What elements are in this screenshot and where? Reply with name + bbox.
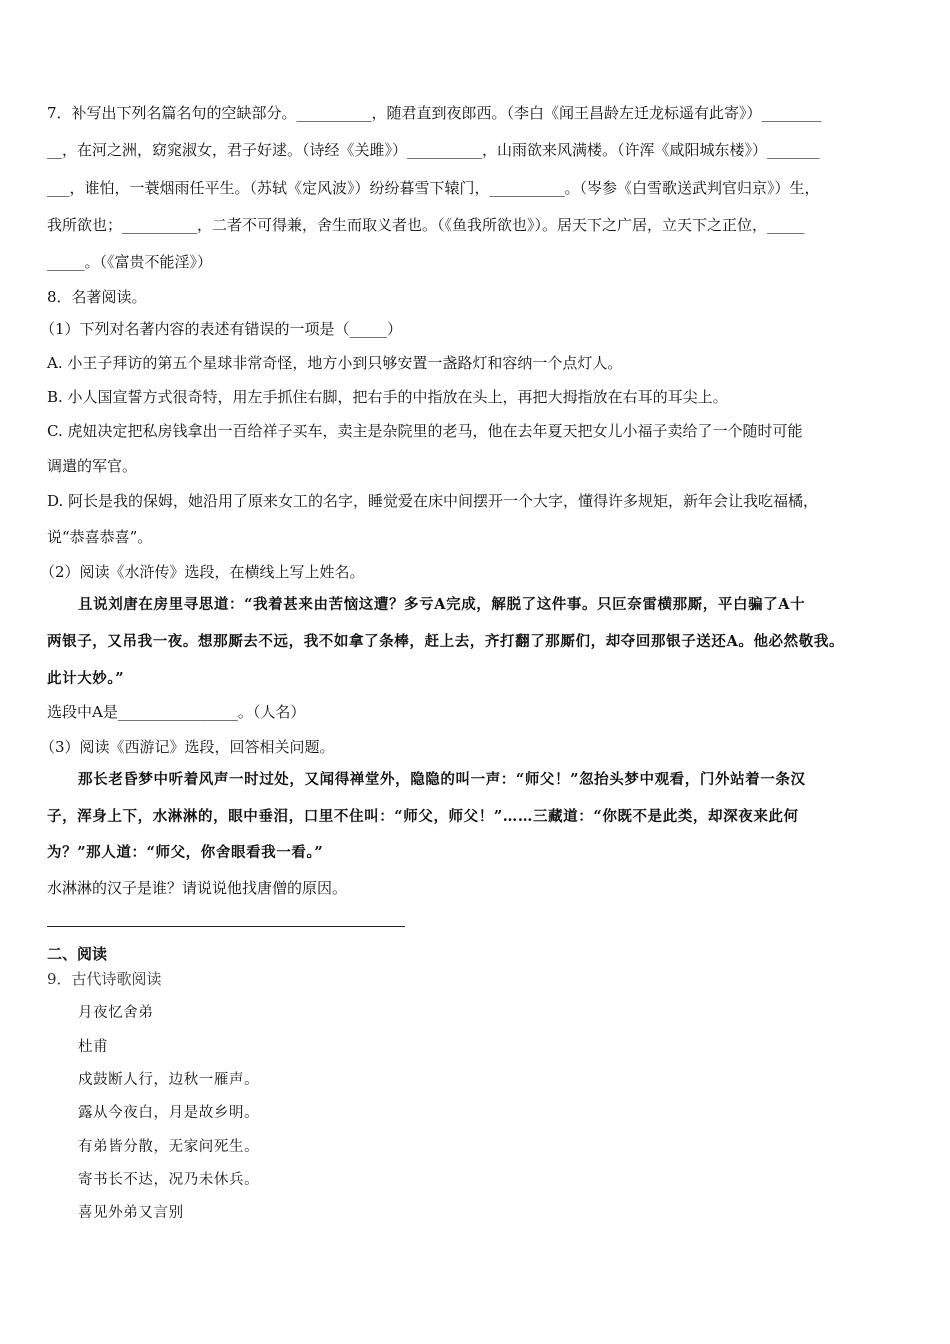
q8-option-d-line-1: D. 阿长是我的保姆，她沿用了原来女工的名字，睡觉爱在床中间摆开一个大字，懂得许多规矩，新年会让我吃福橘， (47, 492, 819, 510)
shuihu-passage-line-2: 两银子，又吊我一夜。想那厮去不远，我不如拿了条棒，赶上去，齐打翻了那厮们，却夺回那银子送还A。他必然敬我。 (47, 633, 845, 650)
xiyou-passage-line-1: 那长老昏梦中听着风声一时过处，又闻得禅堂外，隐隐的叫一声：“师父！”忽抬头梦中观看，门外站着一条汉 (78, 771, 806, 788)
q7-line-4: 我所欲也；__________，二者不可得兼，舍生而取义者也。（《鱼我所欲也》）。居天下之广居，立天下之正位，_____ (47, 216, 805, 234)
xiyou-passage-line-3: 为？”那人道：“师父，你舍眼看我一看。” (47, 844, 324, 861)
shuihu-passage-line-3: 此计大妙。” (47, 670, 125, 687)
q8-option-c-line-1: C. 虎妞决定把私房钱拿出一百给祥子买车，卖主是杂院里的老马，他在去年夏天把女儿小福子卖给了一个随时可能 (47, 422, 803, 440)
poem-line-1: 戍鼓断人行，边秋一雁声。 (78, 1072, 260, 1088)
q8-sub2: （2）阅读《水浒传》选段，在横线上写上姓名。 (40, 563, 365, 581)
q8-option-c-line-2: 调遣的军官。 (47, 457, 138, 475)
q8-sub3: （3）阅读《西游记》选段，回答相关问题。 (40, 738, 335, 756)
q8-title: 8．名著阅读。 (47, 288, 147, 306)
q8-answer-2: 选段中A是________________。（人名） (47, 703, 306, 721)
q8-option-b: B. 小人国宣誓方式很奇特，用左手抓住右脚，把右手的中指放在头上，再把大拇指放在右耳的耳尖上。 (47, 388, 728, 406)
q7-line-3: ___，谁怕，一蓑烟雨任平生。（苏轼《定风波》）纷纷暮雪下辕门，__________。（岑参《白雪歌送武判官归京》）生， (47, 179, 820, 197)
next-poem-title: 喜见外弟又言别 (78, 1205, 184, 1221)
q8-option-d-line-2: 说“恭喜恭喜”。 (47, 528, 153, 546)
q8-question-3: 水淋淋的汉子是谁？请说说他找唐僧的原因。 (47, 879, 348, 897)
q7-line-1: 7．补写出下列名篇名句的空缺部分。__________，随君直到夜郎西。（李白《闻王昌龄左迁龙标遥有此寄》）________ (47, 104, 822, 122)
xiyou-passage-line-2: 子，浑身上下，水淋淋的，眼中垂泪，口里不住叫：“师父，师父！”……三藏道：“你既不是此类，却深夜来此何 (47, 808, 799, 825)
q9-title: 9．古代诗歌阅读 (47, 970, 162, 988)
poem-line-2: 露从今夜白，月是故乡明。 (78, 1105, 260, 1121)
poem-title: 月夜忆舍弟 (78, 1005, 154, 1021)
poem-author: 杜甫 (78, 1039, 109, 1055)
q7-line-5: _____。（《富贵不能淫》） (47, 253, 213, 271)
poem-line-4: 寄书长不达，况乃未休兵。 (78, 1172, 260, 1188)
shuihu-passage-line-1: 且说刘唐在房里寻思道：“我着甚来由苦恼这遭？多亏A完成，解脱了这件事。只叵奈雷横那厮，平白骗了A十 (78, 596, 806, 613)
answer-line (47, 926, 405, 927)
q8-option-a: A. 小王子拜访的第五个星球非常奇怪，地方小到只够安置一盏路灯和容纳一个点灯人。 (47, 354, 623, 372)
q8-sub1: （1）下列对名著内容的表述有错误的一项是（_____） (40, 320, 403, 338)
section-heading: 二、阅读 (47, 945, 108, 963)
poem-line-3: 有弟皆分散，无家问死生。 (78, 1139, 260, 1155)
q7-line-2: __，在河之洲，窈窕淑女，君子好逑。（诗经《关雎》）__________，山雨欲来风满楼。（许浑《咸阳城东楼》）_______ (47, 141, 820, 159)
